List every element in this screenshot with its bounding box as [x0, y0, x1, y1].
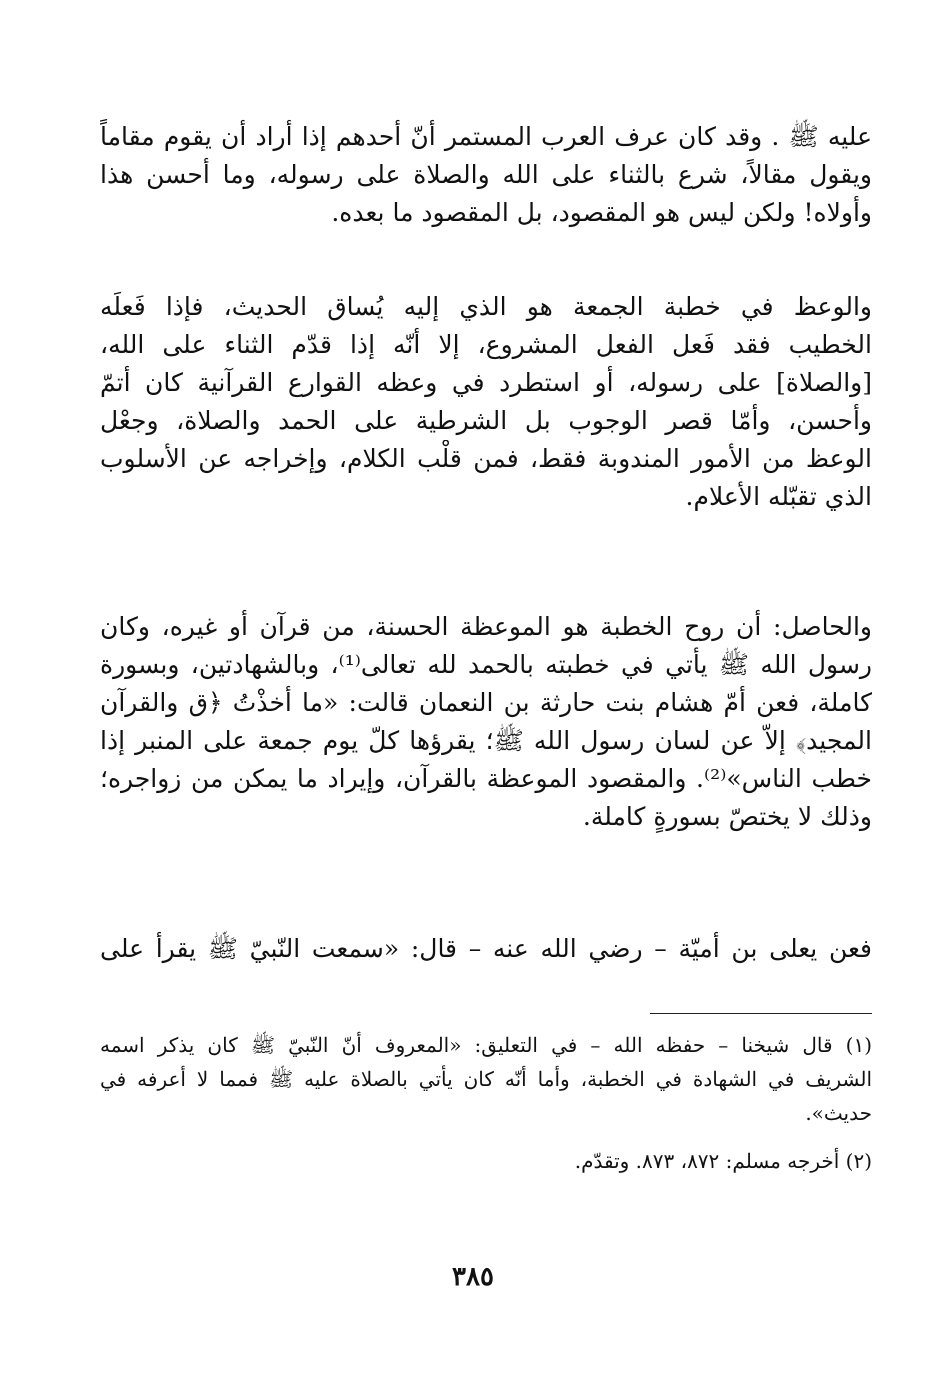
text-line: عليه ﷺ . وقد كان عرف العرب المستمر أنّ أحدهم إذا أراد أن يقوم مقاماً [100, 122, 872, 151]
text-line: الخطيب فقد فَعل الفعل المشروع، إلا أنّه إذا قدّم الثناء على الله، [100, 330, 872, 359]
text-line: فعن يعلى بن أميّة – رضي الله عنه – قال: «سمعت النّبيّ ﷺ يقرأ على [100, 934, 872, 963]
text-line: خطب الناس»⁽²⁾. والمقصود الموعظة بالقرآن، وإيراد ما يمكن من زواجره؛ [100, 764, 872, 793]
footnote-line: حديث». [805, 1101, 872, 1125]
paragraph-2 [100, 288, 872, 516]
text-line: رسول الله ﷺ يأتي في خطبته بالحمد لله تعالى⁽¹⁾، وبالشهادتين، وبسورة [100, 650, 872, 679]
paragraph-3 [100, 608, 872, 836]
footnote-divider [650, 1013, 872, 1014]
text-line: والحاصل: أن روح الخطبة هو الموعظة الحسنة، من قرآن أو غيره، وكان [100, 612, 872, 641]
paragraph-1 [100, 118, 872, 232]
text-line: وأحسن، وأمّا قصر الوجوب بل الشرطية على الحمد والصلاة، وجعْل [100, 406, 872, 435]
paragraph-4 [100, 930, 872, 968]
footnote-line: (٢) أخرجه مسلم: ٨٧٢، ٨٧٣. وتقدّم. [574, 1149, 872, 1173]
footnote-2 [100, 1144, 872, 1178]
text-line: الذي تقبّله الأعلام. [685, 482, 872, 511]
text-line: ويقول مقالاً، شرع بالثناء على الله والصلاة على رسوله، وما أحسن هذا [100, 160, 872, 189]
text-line: وذلك لا يختصّ بسورةٍ كاملة. [582, 802, 872, 831]
text-line: المجيد﴾ إلاّ عن لسان رسول الله ﷺ؛ يقرؤها كلّ يوم جمعة على المنبر إذا [100, 726, 872, 755]
text-line: الوعظ من الأمور المندوبة فقط، فمن قلْب الكلام، وإخراجه عن الأسلوب [100, 444, 872, 473]
text-line: كاملة، فعن أمّ هشام بنت حارثة بن النعمان قالت: «ما أخذْتُ ﴿ق والقرآن [100, 688, 872, 717]
footnote-line: (١) قال شيخنا – حفظه الله – في التعليق: «المعروف أنّ النّبيّ ﷺ كان يذكر اسمه [100, 1033, 872, 1057]
footnote-line: الشريف في الشهادة في الخطبة، وأما أنّه كان يأتي بالصلاة عليه ﷺ فمما لا أعرفه في [100, 1067, 872, 1091]
text-line: [والصلاة] على رسوله، أو استطرد في وعظه القوارع القرآنية كان أتمّ [100, 368, 872, 397]
text-line: والوعظ في خطبة الجمعة هو الذي إليه يُساق الحديث، فإذا فَعلَه [100, 292, 872, 321]
footnotes [100, 1028, 872, 1178]
page-number: ٣٨٥ [452, 1262, 494, 1292]
footnote-1 [100, 1028, 872, 1130]
text-line: وأولاه! ولكن ليس هو المقصود، بل المقصود ما بعده. [331, 198, 872, 227]
